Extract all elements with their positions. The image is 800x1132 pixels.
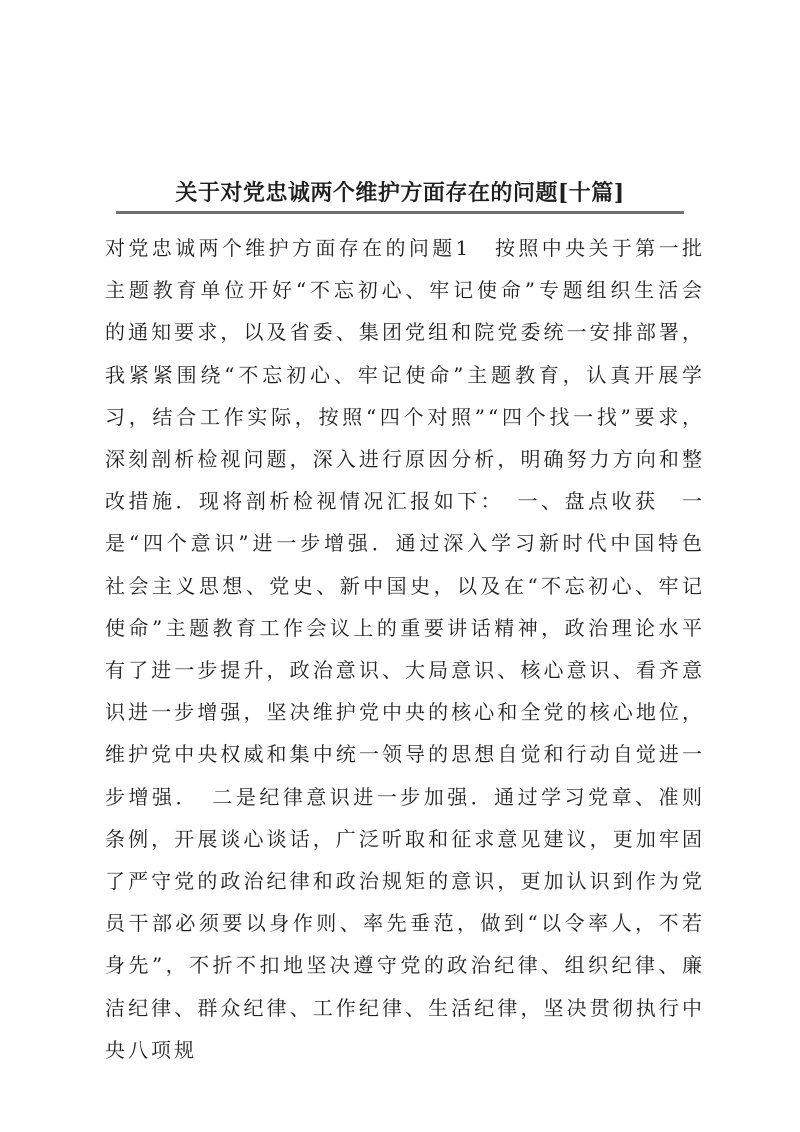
body-paragraph: 二是纪律意识进一步加强．通过学习党章、准则条例，开展谈心谈话，广泛听取和征求意见建议，更加牢固了严守党的政治纪律和政治规矩的意识，更加认识到作为党员干部必须要以身作则、率先垂范，做到“以令率人，不若身先”，不折不扣地坚决遵守党的政治纪律、组织纪律、廉洁纪律、群众纪律、工作纪律、生活纪律，坚决贯彻执行中央八项规 [105,784,706,1062]
body-paragraph: 一是“四个意识”进一步增强．通过深入学习新时代中国特色社会主义思想、党史、新中国史，以及在“不忘初心、牢记使命”主题教育工作会议上的重要讲话精神，政治理论水平有了进一步提升，政治意识、大局意识、核心意识、看齐意识进一步增强，坚决维护党中央的核心和全党的核心地位，维护党中央权威和集中统一领导的思想自觉和行动自觉进一步增强． [105,489,706,809]
title-divider [116,211,684,214]
body-paragraph: 对党忠诚两个维护方面存在的问题1 按照中央关于第一批主题教育单位开好“不忘初心、牢记使命”专题组织生活会的通知要求，以及省委、集团党组和院党委统一安排部署，我紧紧围绕“不忘初心、牢记使命”主题教育，认真开展学习，结合工作实际，按照“四个对照”“四个找一找”要求，深刻剖析检视问题，深入进行原因分析，明确努力方向和整改措施．现将剖析检视情况汇报如下： [105,236,705,514]
document-title: 关于对党忠诚两个维护方面存在的问题[十篇] [175,179,625,206]
document-body [105,227,705,1071]
section-heading: 一、盘点收获 [517,489,683,514]
